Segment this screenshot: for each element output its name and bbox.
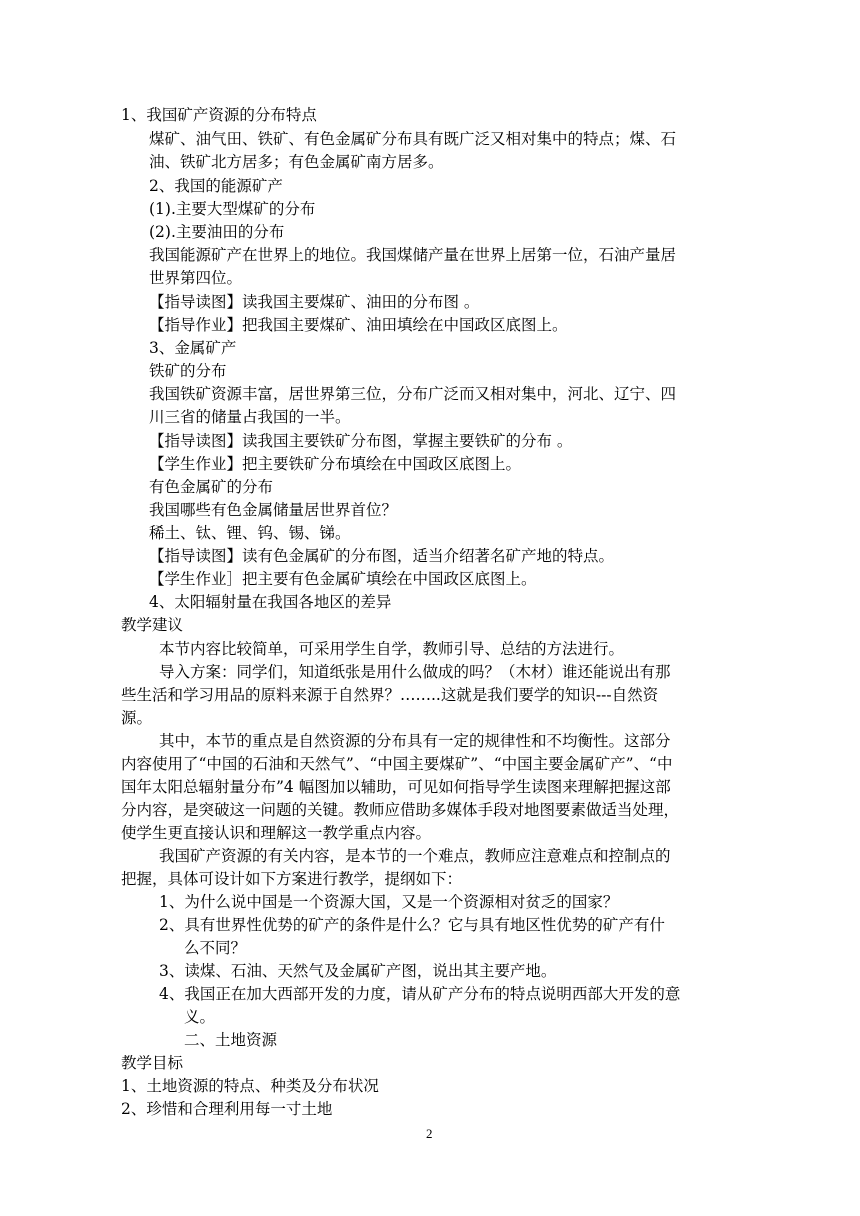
list-item: 1、为什么说中国是一个资源大国，又是一个资源相对贫乏的国家？ — [159, 893, 619, 911]
text-line: 我国能源矿产在世界上的地位。我国煤储产量在世界上居第一位，石油产量居 — [149, 246, 677, 264]
text-line: 3、金属矿产 — [149, 339, 237, 357]
text-line: 我国铁矿资源丰富，居世界第三位，分布广泛而又相对集中，河北、辽宁、四 — [149, 385, 677, 403]
text-line: 煤矿、油气田、铁矿、有色金属矿分布具有既广泛又相对集中的特点；煤、石 — [149, 130, 677, 148]
text-line: 把握，具体可设计如下方案进行教学，提纲如下： — [121, 870, 463, 888]
text-line: 【指导读图】读我国主要煤矿、油田的分布图 。 — [149, 293, 480, 311]
text-line: 源。 — [121, 709, 153, 727]
list-item: 2、具有世界性优势的矿产的条件是什么？它与具有地区性优势的矿产有什 — [159, 916, 665, 934]
list-item-continued: 么不同？ — [184, 939, 247, 957]
text-line: 导入方案：同学们，知道纸张是用什么做成的吗？（木材）谁还能说出有那 — [159, 663, 671, 681]
list-item: 3、读煤、石油、天然气及金属矿产图，说出其主要产地。 — [159, 962, 557, 980]
text-line: 铁矿的分布 — [149, 362, 227, 380]
text-line: 我国哪些有色金属储量居世界首位？ — [149, 501, 398, 519]
list-item-continued: 义。 — [184, 1008, 216, 1026]
text-line: 2、珍惜和合理利用每一寸土地 — [121, 1100, 333, 1118]
text-line: 内容使用了“中国的石油和天然气”、“中国主要煤矿”、“中国主要金属矿产”、“中 — [121, 755, 673, 773]
section-heading: 教学目标 — [121, 1054, 184, 1072]
text-line: 国年太阳总辐射量分布”4 幅图加以辅助，可见如何指导学生读图来理解把握这部 — [121, 778, 671, 796]
text-line: 【学生作业】把主要铁矿分布填绘在中国政区底图上。 — [149, 455, 522, 473]
text-line: 其中，本节的重点是自然资源的分布具有一定的规律性和不均衡性。这部分 — [159, 732, 671, 750]
text-line: 2、我国的能源矿产 — [149, 177, 283, 195]
text-line: (1).主要大型煤矿的分布 — [149, 200, 316, 218]
text-line: 1、土地资源的特点、种类及分布状况 — [121, 1077, 379, 1095]
text-line: 1、我国矿产资源的分布特点 — [121, 106, 317, 124]
text-line: (2).主要油田的分布 — [149, 223, 285, 241]
list-item: 4、我国正在加大西部开发的力度，请从矿产分布的特点说明西部大开发的意 — [159, 985, 681, 1003]
text-line: 分内容，是突破这一问题的关键。教师应借助多媒体手段对地图要素做适当处理， — [121, 801, 680, 819]
text-line: 使学生更直接认识和理解这一教学重点内容。 — [121, 824, 432, 842]
text-line: 些生活和学习用品的原料来源于自然界？……..这就是我们要学的知识---自然资 — [121, 686, 659, 704]
text-line: 油、铁矿北方居多；有色金属矿南方居多。 — [149, 153, 444, 171]
page-number: 2 — [426, 1126, 433, 1141]
text-line: 世界第四位。 — [149, 269, 243, 287]
text-line: 【指导读图】读我国主要铁矿分布图，掌握主要铁矿的分布 。 — [149, 432, 573, 450]
text-line: 本节内容比较简单，可采用学生自学，教师引导、总结的方法进行。 — [159, 640, 625, 658]
text-line: 【学生作业］把主要有色金属矿填绘在中国政区底图上。 — [149, 570, 537, 588]
text-line: 稀土、钛、锂、钨、锡、锑。 — [149, 524, 351, 542]
section-heading: 二、土地资源 — [184, 1031, 278, 1049]
text-line: 有色金属矿的分布 — [149, 478, 274, 496]
text-line: 【指导读图】读有色金属矿的分布图，适当介绍著名矿产地的特点。 — [149, 547, 615, 565]
text-line: 【指导作业】把我国主要煤矿、油田填绘在中国政区底图上。 — [149, 316, 568, 334]
section-heading: 教学建议 — [121, 616, 184, 634]
text-line: 川三省的储量占我国的一半。 — [149, 408, 351, 426]
text-line: 4、太阳辐射量在我国各地区的差异 — [149, 593, 392, 611]
text-line: 我国矿产资源的有关内容，是本节的一个难点，教师应注意难点和控制点的 — [159, 847, 671, 865]
